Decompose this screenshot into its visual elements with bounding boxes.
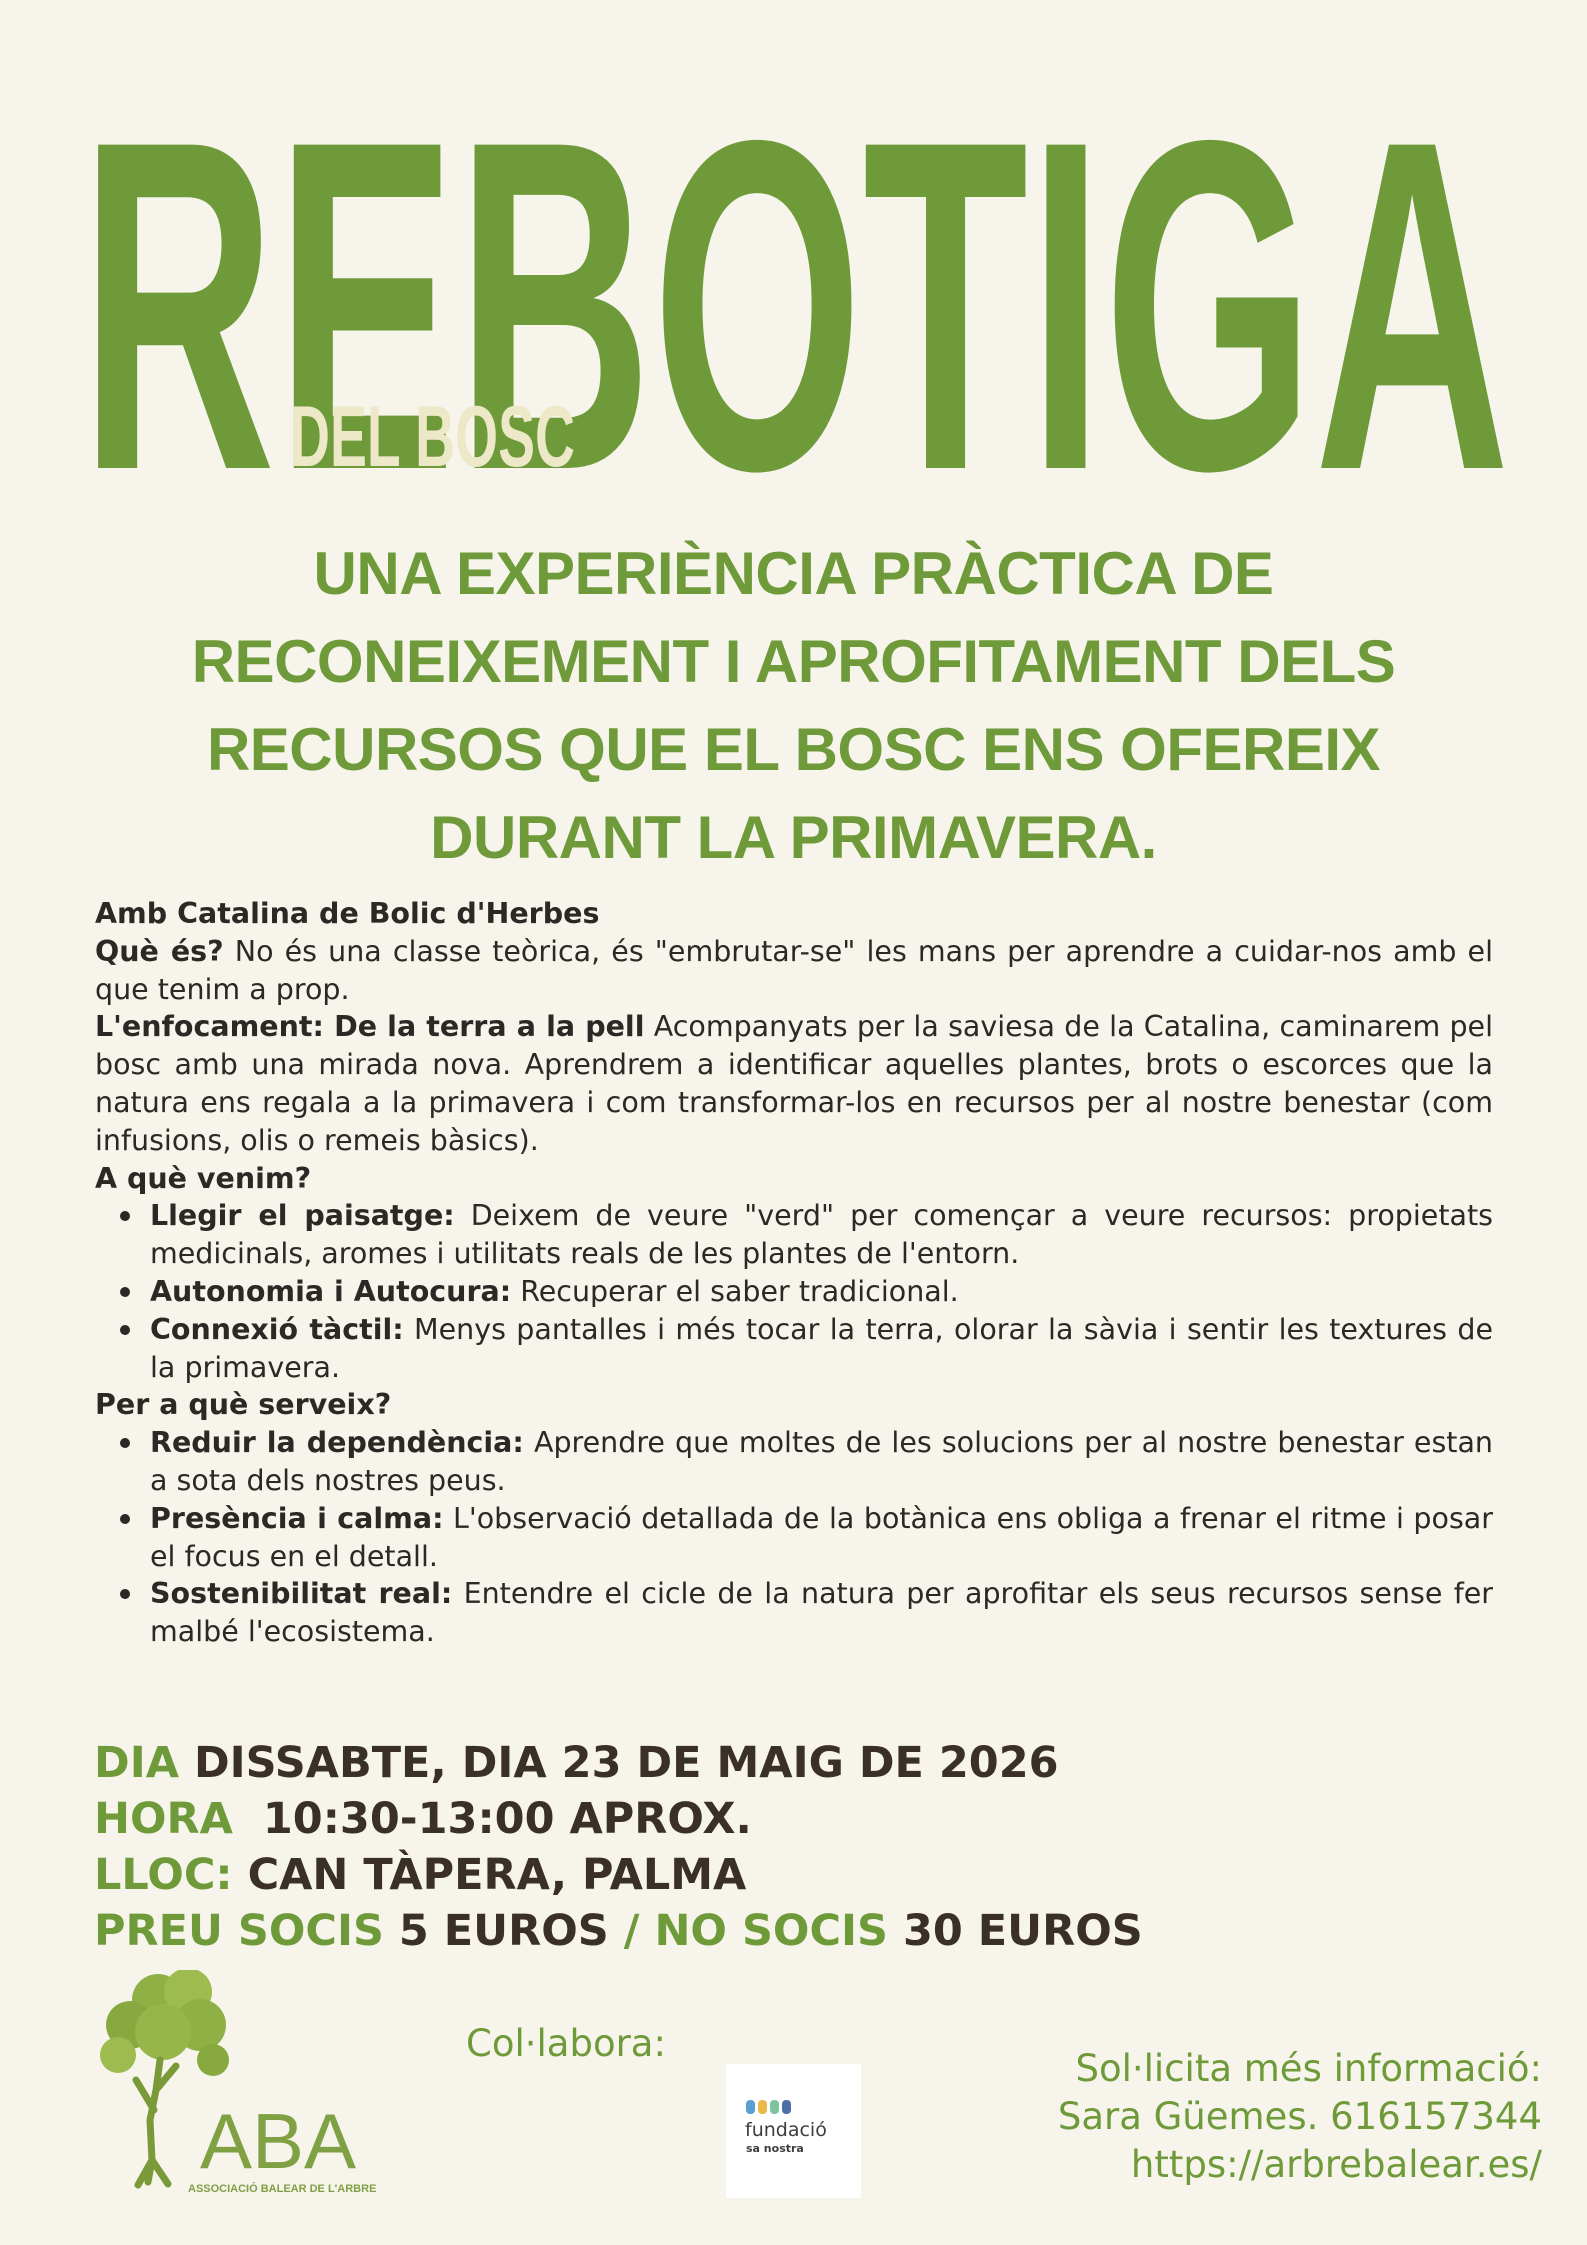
sponsor-name: fundació <box>745 2119 827 2141</box>
main-title: REBOTIGA <box>80 43 1510 500</box>
list-item-text: Recuperar el saber tradicional. <box>511 1274 959 1308</box>
focus-label: L'enfocament: De la terra a la pell <box>95 1010 645 1044</box>
contact-person: Sara Güemes. 616157344 <box>1057 2095 1542 2138</box>
why-heading <box>95 1160 1493 1198</box>
list-item <box>150 1273 1493 1311</box>
collab-label: Col·labora: <box>466 2022 666 2065</box>
masthead <box>0 0 1587 500</box>
focus-text: Acompanyats per la saviesa de la Catalina, caminarem pel bosc amb una mirada nova. Aprendrem a identificar aquelles plantes, brots o escorces que la natura ens regala a la primavera i com transformar-los en recursos per al nostre benestar (com infusions, olis o remeis bàsics). <box>95 1010 1494 1157</box>
time-label: HORA <box>94 1794 233 1844</box>
time-row <box>94 1791 1143 1847</box>
list-item-text: Deixem de veure "verd" per començar a veure recursos: propietats medicinals, aromes i utilitats reals de les plantes de l'entorn. <box>150 1199 1493 1271</box>
title-graphic <box>0 0 1587 500</box>
list-item-label: Reduir la dependència: <box>150 1426 524 1460</box>
list-item-label: Llegir el paisatge: <box>150 1199 455 1233</box>
subtitle-line: UNA EXPERIÈNCIA PRÀCTICA DE <box>313 540 1274 607</box>
title-tagline: DEL BOSC <box>290 389 575 485</box>
contact-url[interactable]: https://arbrebalear.es/ <box>1130 2143 1542 2186</box>
description <box>95 895 1493 1651</box>
org-acronym: ABA <box>200 2097 357 2185</box>
price-members-label: PREU SOCIS <box>94 1906 384 1956</box>
place-value: CAN TÀPERA, PALMA <box>247 1850 747 1900</box>
list-item-label: Sostenibilitat real: <box>150 1577 453 1611</box>
list-item <box>150 1500 1493 1576</box>
what-text: No és una classe teòrica, és "embrutar-se" les mans per aprendre a cuidar-nos amb el que tenim a prop. <box>95 934 1493 1006</box>
list-item-text: Entendre el cicle de la natura per aprofitar els seus recursos sense fer malbé l'ecosistema. <box>150 1577 1493 1649</box>
use-heading-text: Per a què serveix? <box>95 1388 392 1422</box>
subtitle-line: DURANT LA PRIMAVERA. <box>430 804 1157 871</box>
list-item-label: Autonomia i Autocura: <box>150 1274 512 1308</box>
contact-info <box>1058 2045 1542 2189</box>
what-paragraph <box>95 933 1493 1009</box>
subtitle-line: RECURSOS QUE EL BOSC ENS OFEREIX <box>206 716 1381 783</box>
price-separator: / <box>623 1906 640 1956</box>
list-item-text: Menys pantalles i més tocar la terra, olorar la sàvia i sentir les textures de la primavera. <box>150 1312 1493 1384</box>
place-row <box>94 1847 1143 1903</box>
list-item-label: Presència i calma: <box>150 1501 444 1535</box>
list-item <box>150 1311 1493 1387</box>
list-item <box>150 1197 1493 1273</box>
focus-paragraph <box>95 1008 1493 1159</box>
price-row <box>94 1903 1143 1959</box>
list-item-label: Connexió tàctil: <box>150 1312 404 1346</box>
sponsor-icon <box>746 2100 806 2116</box>
list-item <box>150 1424 1493 1500</box>
subtitle <box>60 530 1527 882</box>
org-name: ASSOCIACIÓ BALEAR DE L'ARBRE <box>188 2183 377 2195</box>
sponsor-logo <box>726 2064 861 2198</box>
day-label: DIA <box>94 1738 179 1788</box>
list-item-text: L'observació detallada de la botànica ens obliga a frenar el ritme i posar el focus en el detall. <box>150 1501 1493 1573</box>
use-heading <box>95 1386 1493 1424</box>
use-list <box>95 1424 1493 1651</box>
price-nonmembers-value: 30 EUROS <box>902 1906 1143 1956</box>
host-text: Amb Catalina de Bolic d'Herbes <box>95 897 600 930</box>
day-value: DISSABTE, DIA 23 DE MAIG DE 2026 <box>193 1738 1059 1788</box>
why-heading-text: A què venim? <box>95 1161 312 1195</box>
day-row <box>94 1735 1143 1791</box>
list-item-text: Aprendre que moltes de les solucions per al nostre benestar estan a sota dels nostres peus. <box>150 1426 1493 1497</box>
host-line <box>95 895 1493 933</box>
time-value: 10:30-13:00 APROX. <box>262 1794 752 1844</box>
sponsor-subname: sa nostra <box>746 2142 804 2155</box>
price-members-value: 5 EUROS <box>398 1906 609 1956</box>
subtitle-line: RECONEIXEMENT I APROFITAMENT DELS <box>191 628 1396 695</box>
aba-logo <box>88 1970 408 2210</box>
why-list <box>95 1197 1493 1386</box>
contact-heading: Sol·licita més informació: <box>1075 2047 1542 2090</box>
list-item <box>150 1575 1493 1651</box>
price-nonmembers-label: NO SOCIS <box>654 1906 888 1956</box>
what-label: Què és? <box>95 934 224 968</box>
place-label: LLOC: <box>94 1850 233 1900</box>
event-details <box>94 1735 1143 1959</box>
